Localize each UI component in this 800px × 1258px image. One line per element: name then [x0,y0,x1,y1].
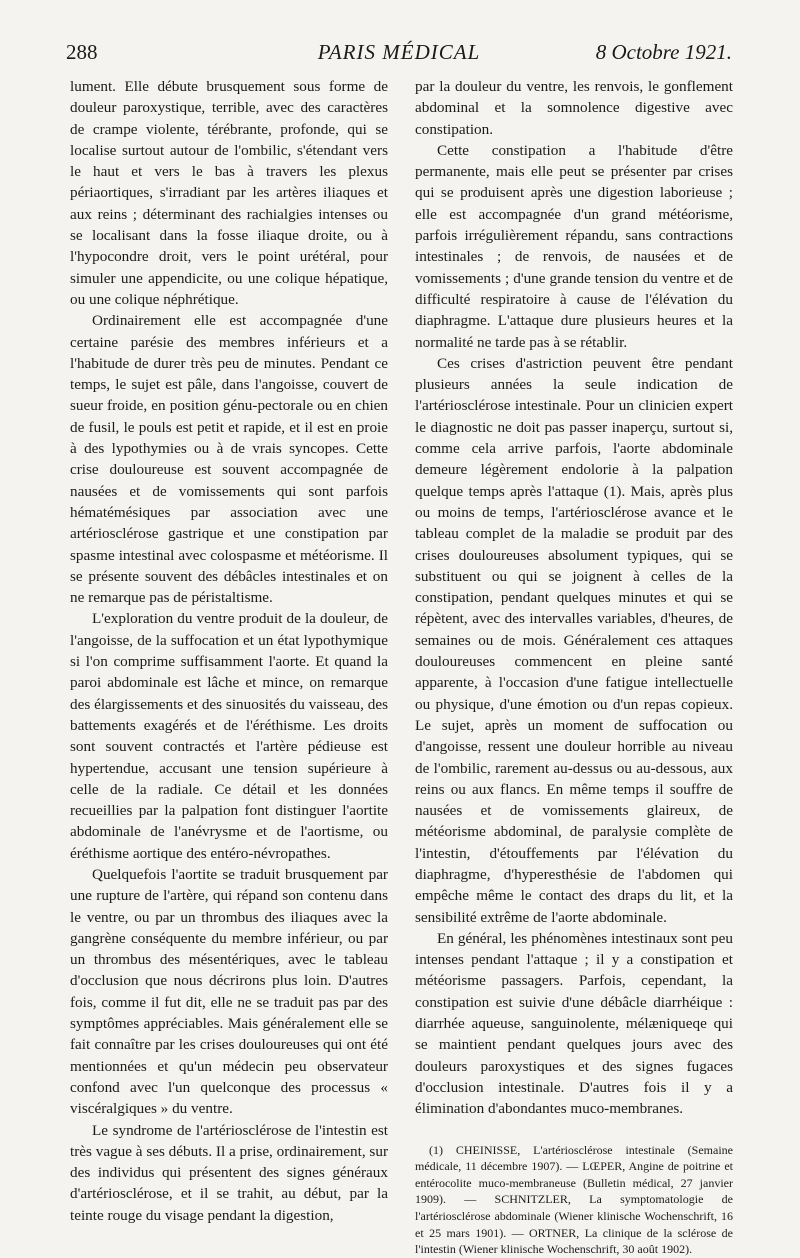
left-column [70,76,388,1226]
paragraph: lument. Elle débute brusquement sous forme de douleur paroxystique, terrible, avec des caractères de crampe violente, térébrante, profonde, qui se localise surtout autour de l'ombilic, s'étendant vers le haut et vers le bas à travers les plexus périaortiques, s'irradiant par les artères iliaques et aux reins ; déterminant des rachialgies intenses ou se localisant dans la fosse iliaque droite, ou à l'hypocondre droit, vers le point urétéral, pour simuler une appendicite, ou une colique hépatique, ou une colique néphrétique. [70,78,388,308]
paragraph: Ces crises d'astriction peuvent être pendant plusieurs années la seule indication de l'artériosclérose intestinale. Pour un clinicien expert le diagnostic ne doit pas passer inaperçu, surtout si, comme cela arrive parfois, l'aorte abdominale demeure légèrement endolorie à la palpation quelque temps après l'attaque (1). Mais, après plus ou moins de temps, l'artériosclérose avance et le tableau complet de la maladie se produit par des crises douloureuses absolument typiques, qui se substituent ou qui se joignent à celles de la constipation, pendant quelques minutes et qui se répètent, avec des intervalles variables, d'heures, de semaines ou de mois. Généralement ces attaques douloureuses commencent en pleine santé apparente, à l'occasion d'une fatigue intellectuelle ou physique, d'une émotion ou d'un repas copieux. Le sujet, après un moment de suffocation ou d'angoisse, ressent une douleur horrible au niveau de l'ombilic, rarement au-dessus ou au-dessous, aux reins ou aux flancs. En même temps il souffre de nausées et de vomissements glaireux, de météorisme abdominal, de paralysie complète de l'intestin, d'étouffements par l'élévation du diaphragme, d'hyperesthésie de l'abdomen qui empêche même le contact des draps du lit, et la sensibilité extrême de l'aorte abdominale. [415,354,733,926]
paragraph: par la douleur du ventre, les renvois, le gonflement abdominal et la somnolence digestive avec constipation. [415,78,733,138]
page-number: 288 [66,40,98,64]
footnote: (1) CHEINISSE, L'artériosclérose intestinale (Semaine médicale, 11 décembre 1907). — LŒPER, Angine de poitrine et entérocolite muco-membraneuse (Bulletin médical, 27 janvier 1909). — SCHNITZLER, La symptomatologie de l'artériosclérose abdominale (Wiener klinische Wochenschrift, 16 et 25 mars 1901). — ORTNER, La clinique de la sclérose de l'intestin (Wiener klinische Wochenschrift, 30 août 1902). [415,1142,733,1257]
paragraph: Cette constipation a l'habitude d'être permanente, mais elle peut se présenter par crises qui se produisent après une digestion laborieuse ; elle est accompagnée d'un grand météorisme, parfois irrégulièrement répandu, sans contractions intestinales ; de renvois, de nausées et de vomissements ; d'une grande tension du ventre et de difficulté respiratoire à cause de l'élévation du diaphragme. L'attaque dure plusieurs heures et la normalité ne tarde pas à se rétablir. [415,141,733,351]
issue-date: 8 Octobre 1921. [595,40,732,64]
journal-title: PARIS MÉDICAL [317,40,481,64]
paragraph: En général, les phénomènes intestinaux sont peu intenses pendant l'attaque ; il y a constipation et météorisme passagers. Parfois, cependant, la constipation est suivie d'une débâcle diarrhéique : diarrhée aqueuse, sanguinolente, mélæniqueqe qui se maintient pendant quelques jours avec des douleurs paroxystiques et des signes fugaces d'occlusion intestinale. D'autres fois il y a élimination d'abondantes muco-membranes. [415,929,733,1118]
running-head [66,40,732,68]
right-column [415,76,733,1258]
paragraph: Quelquefois l'aortite se traduit brusquement par une rupture de l'artère, qui répand son contenu dans le ventre, ou par un thrombus des iliaques avec la gangrène conséquente du membre inférieur, ou par un thrombus des mésentériques, avec le tableau d'occlusion que nous décrirons plus loin. D'autres fois, comme il fut dit, elle ne se traduit pas par des symptômes appréciables. Mais généralement elle se fait connaître par les crises douloureuses qui ont été mentionnées et qu'un médecin peu observateur confond avec l'un quelconque des processus « viscéralgiques » du ventre. [70,865,388,1118]
paragraph: L'exploration du ventre produit de la douleur, de l'angoisse, de la suffocation et un état lypothymique si l'on comprime suffisamment l'aorte. Et quand la paroi abdominale est lâche et mince, on remarque des élargissements et des sinuosités du vaisseau, des battements exagérés et de l'éréthisme. Les droits sont souvent contractés et l'artère pédieuse est hypertendue, accusant une tension supérieure à celle de la radiale. Ce détail et les données recueillies par la palpation font distinguer l'aortite abdominale de l'anévrysme et de l'aortisme, ou éréthisme aortique des entéro-névropathes. [70,610,388,862]
footnotes [415,1142,733,1258]
paragraph: Le syndrome de l'artériosclérose de l'intestin est très vague à ses débuts. Il a prise, ordinairement, sur des individus qui présentent des signes généraux d'artériosclérose, et il se trahit, au début, par la teinte rouge du visage pendant la digestion, [70,1121,388,1224]
paragraph: Ordinairement elle est accompagnée d'une certaine parésie des membres inférieurs et a l'habitude de durer très peu de minutes. Pendant ce temps, le sujet est pâle, dans l'angoisse, couvert de sueur froide, en position génu-pectorale ou en chien de fusil, le pouls est petit et rapide, et il est en proie à des lypothymies ou à de vrais syncopes. Cette crise douloureuse est souvent accompagnée de nausées et de vomissements qui sont parfois hématémésiques par association avec une artériosclérose gastrique et une constipation par spasme intestinal avec colospasme et météorisme. Il se présente souvent des débâcles intestinales et on ne remarque pas de péristaltisme. [70,312,388,607]
